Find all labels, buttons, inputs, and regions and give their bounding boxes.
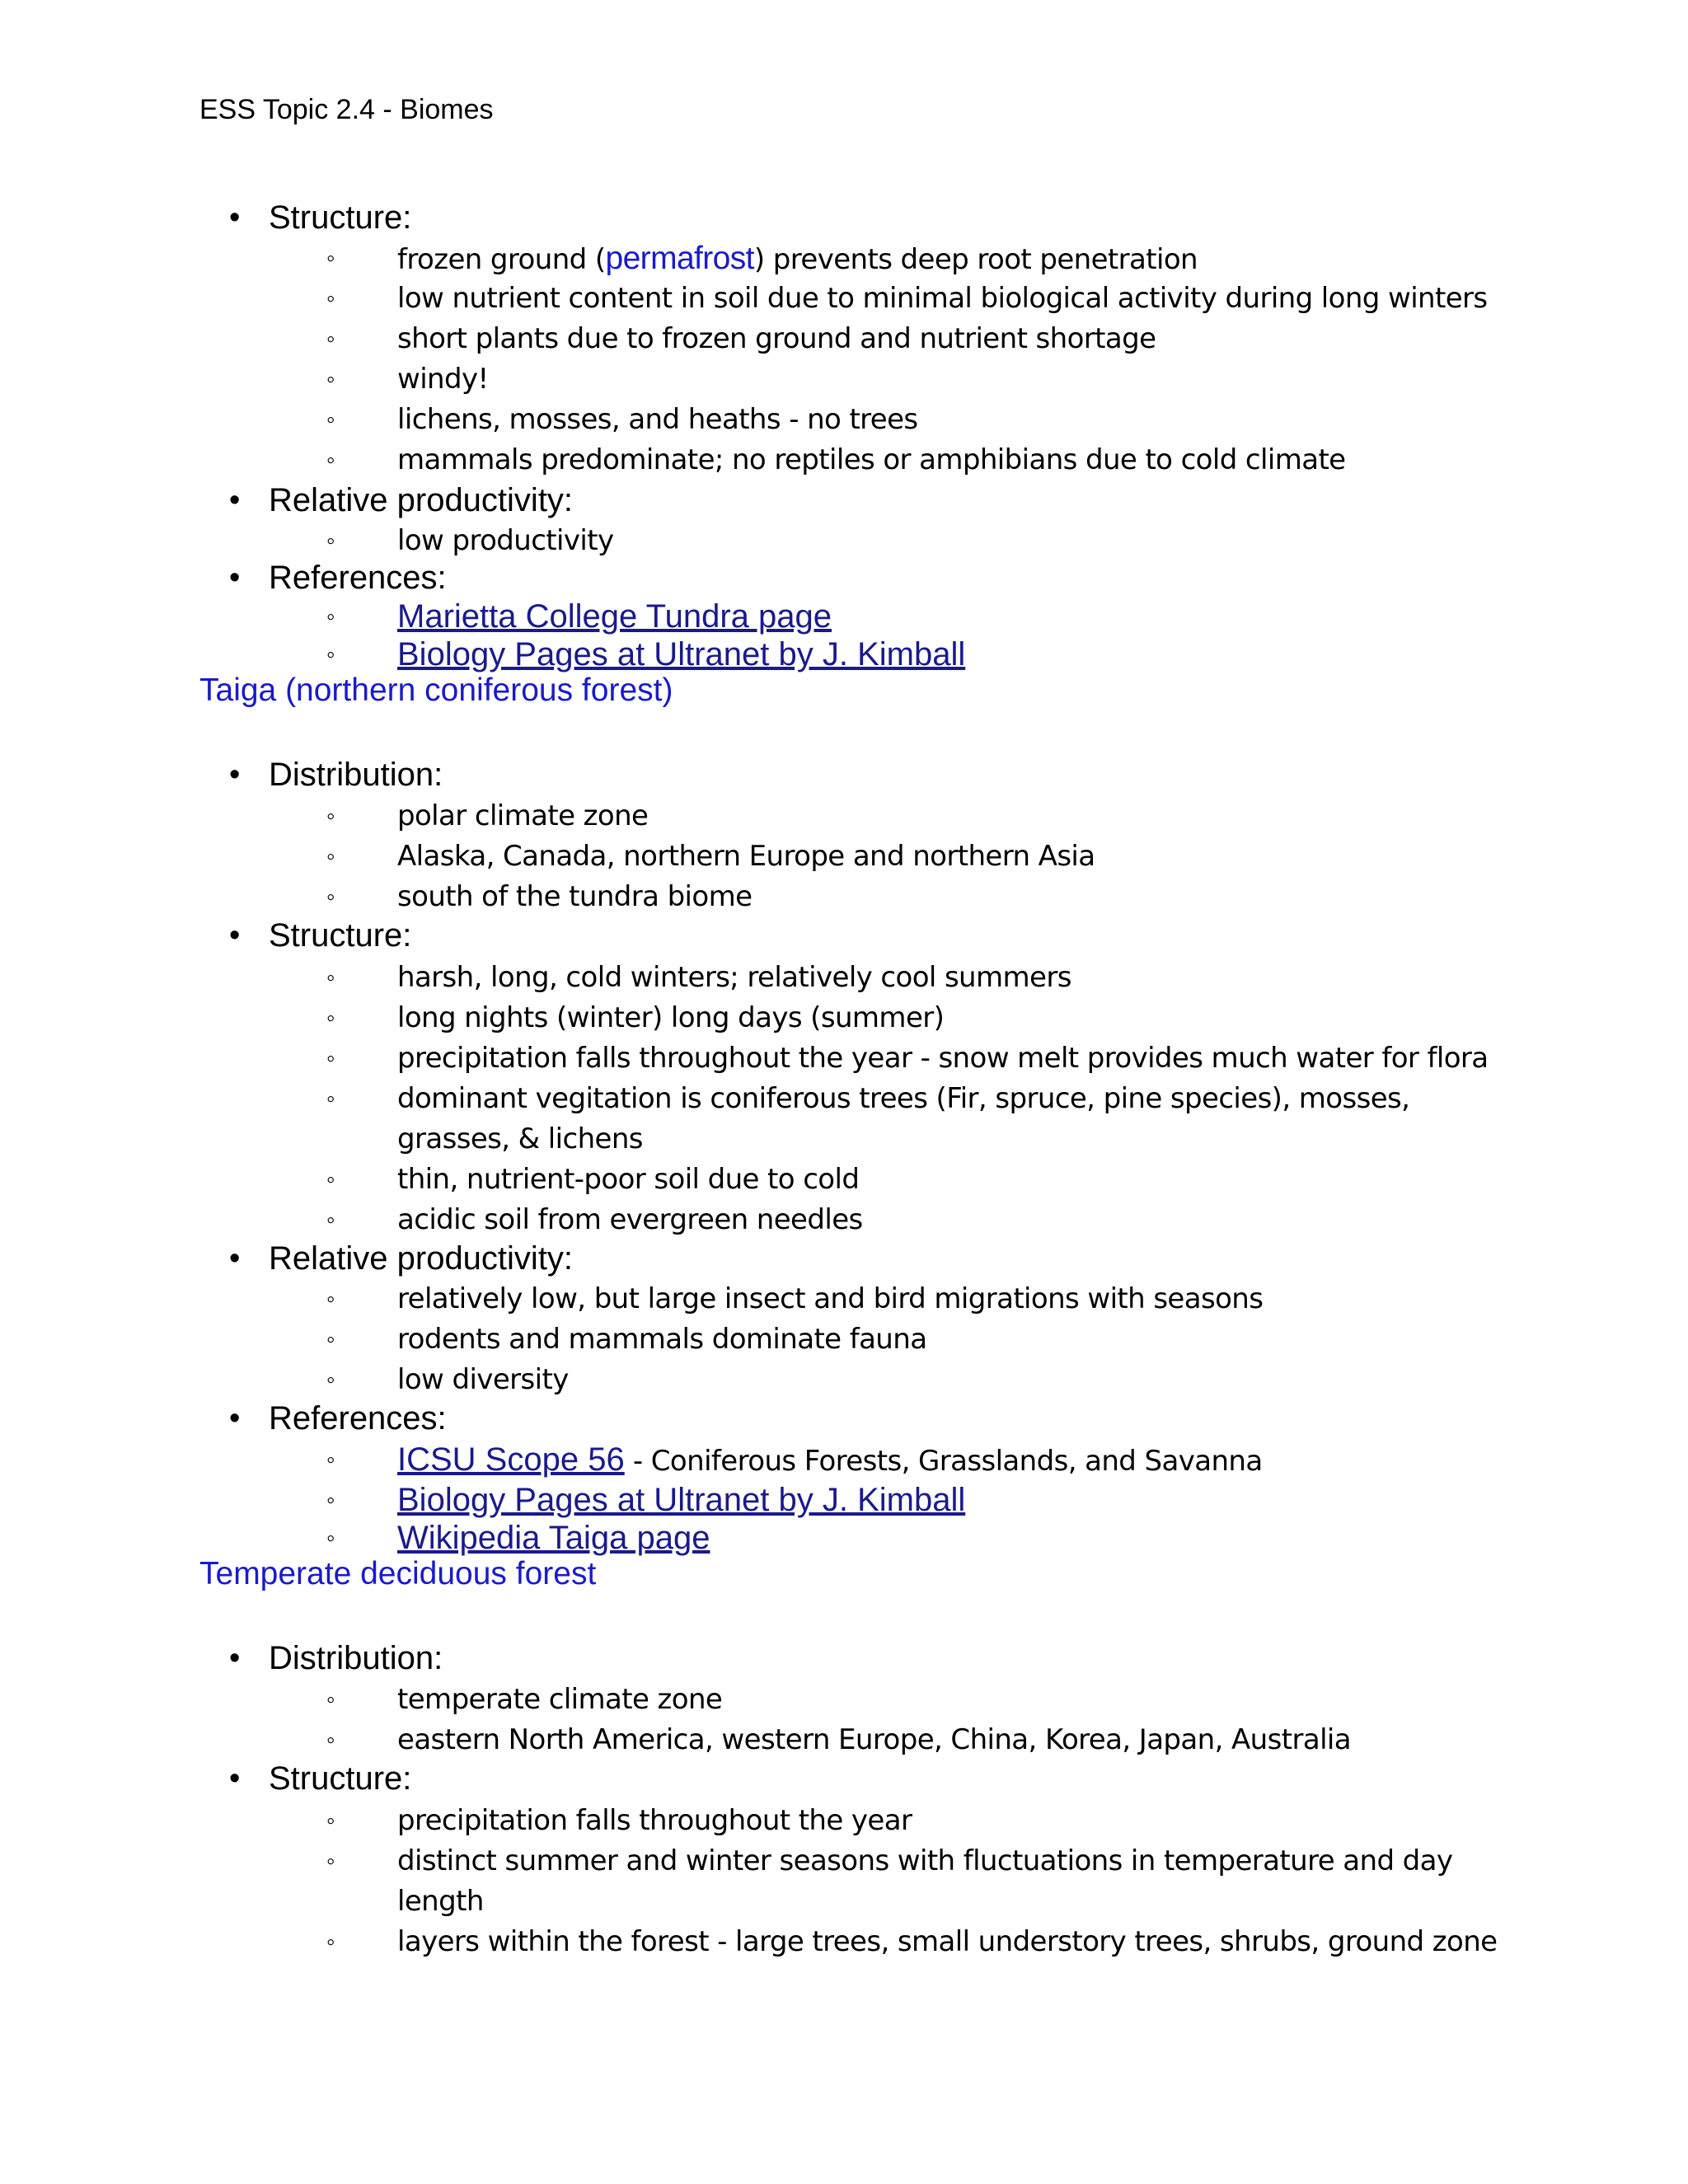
sub-bullet-icon: ◦ (326, 1446, 335, 1474)
tundra-structure-item: frozen ground (permafrost) prevents deep root penetration (397, 241, 1198, 276)
tundra-structure-item: lichens, mosses, and heaths - no trees (397, 403, 918, 436)
sub-bullet-icon: ◦ (326, 527, 335, 555)
sub-bullet-icon: ◦ (326, 843, 335, 870)
bullet-icon: • (229, 1241, 241, 1276)
taiga-heading: Taiga (northern coniferous forest) (199, 673, 673, 708)
bullet-icon: • (229, 1761, 241, 1796)
sub-bullet-icon: ◦ (326, 1929, 335, 1956)
taiga-structure-item-continued: grasses, & lichens (397, 1122, 643, 1155)
temperate-distribution-item: eastern North America, western Europe, China, Korea, Japan, Australia (397, 1723, 1352, 1756)
page-header: ESS Topic 2.4 - Biomes (199, 94, 494, 125)
kimball-biology-link[interactable]: Biology Pages at Ultranet by J. Kimball (397, 636, 966, 673)
temperate-structure-label: Structure: (269, 1760, 412, 1797)
taiga-productivity-label: Relative productivity: (269, 1240, 574, 1277)
taiga-distribution-label: Distribution: (269, 757, 443, 793)
bullet-icon: • (229, 200, 241, 235)
taiga-distribution-item: Alaska, Canada, northern Europe and northern Asia (397, 840, 1095, 873)
sub-bullet-icon: ◦ (326, 1807, 335, 1835)
sub-bullet-icon: ◦ (326, 803, 335, 830)
sub-bullet-icon: ◦ (326, 964, 335, 991)
wikipedia-taiga-link[interactable]: Wikipedia Taiga page (397, 1520, 710, 1556)
temperate-heading: Temperate deciduous forest (199, 1556, 597, 1591)
taiga-reference-item: ICSU Scope 56 - Coniferous Forests, Grasslands, and Savanna (397, 1441, 1263, 1478)
taiga-productivity-item: relatively low, but large insect and bird migrations with seasons (397, 1282, 1264, 1315)
bullet-icon: • (229, 1401, 241, 1436)
tundra-productivity-label: Relative productivity: (269, 482, 574, 518)
taiga-structure-item: harsh, long, cold winters; relatively cool summers (397, 961, 1071, 994)
taiga-productivity-item: low diversity (397, 1363, 569, 1396)
sub-bullet-icon: ◦ (326, 366, 335, 393)
sub-bullet-icon: ◦ (326, 883, 335, 911)
taiga-structure-item: acidic soil from evergreen needles (397, 1203, 863, 1236)
tundra-references-label: References: (269, 560, 447, 596)
taiga-distribution-item: south of the tundra biome (397, 880, 753, 913)
taiga-structure-item: thin, nutrient-poor soil due to cold (397, 1163, 860, 1196)
sub-bullet-icon: ◦ (326, 1085, 335, 1113)
bullet-icon: • (229, 757, 241, 792)
sub-bullet-icon: ◦ (326, 1207, 335, 1234)
sub-bullet-icon: ◦ (326, 1848, 335, 1875)
temperate-structure-item: layers within the forest - large trees, small understory trees, shrubs, ground zone (397, 1925, 1498, 1958)
icsu-scope-link[interactable]: ICSU Scope 56 (397, 1441, 625, 1478)
sub-bullet-icon: ◦ (326, 1166, 335, 1193)
taiga-references-label: References: (269, 1400, 447, 1436)
sub-bullet-icon: ◦ (326, 1045, 335, 1072)
permafrost-term: permafrost (605, 241, 754, 276)
taiga-structure-label: Structure: (269, 917, 412, 954)
bullet-icon: • (229, 560, 241, 595)
temperate-distribution-item: temperate climate zone (397, 1683, 723, 1716)
sub-bullet-icon: ◦ (326, 245, 335, 272)
tundra-structure-item: mammals predominate; no reptiles or amphibians due to cold climate (397, 443, 1346, 476)
tundra-structure-item: short plants due to frozen ground and nutrient shortage (397, 322, 1156, 355)
sub-bullet-icon: ◦ (326, 641, 335, 668)
taiga-structure-item: precipitation falls throughout the year - snow melt provides much water for flora (397, 1042, 1489, 1075)
sub-bullet-icon: ◦ (326, 1005, 335, 1032)
sub-bullet-icon: ◦ (326, 1525, 335, 1552)
sub-bullet-icon: ◦ (326, 1326, 335, 1353)
sub-bullet-icon: ◦ (326, 603, 335, 630)
sub-bullet-icon: ◦ (326, 1366, 335, 1394)
temperate-distribution-label: Distribution: (269, 1640, 443, 1676)
sub-bullet-icon: ◦ (326, 326, 335, 353)
temperate-structure-item-continued: length (397, 1885, 484, 1918)
temperate-structure-item: distinct summer and winter seasons with fluctuations in temperature and day (397, 1844, 1453, 1877)
sub-bullet-icon: ◦ (326, 1487, 335, 1514)
taiga-structure-item: long nights (winter) long days (summer) (397, 1001, 945, 1034)
sub-bullet-icon: ◦ (326, 447, 335, 474)
taiga-productivity-item: rodents and mammals dominate fauna (397, 1323, 927, 1356)
sub-bullet-icon: ◦ (326, 1286, 335, 1313)
marietta-tundra-link[interactable]: Marietta College Tundra page (397, 598, 832, 635)
tundra-structure-item: windy! (397, 363, 489, 396)
kimball-biology-link[interactable]: Biology Pages at Ultranet by J. Kimball (397, 1482, 966, 1518)
tundra-structure-label: Structure: (269, 199, 412, 236)
bullet-icon: • (229, 918, 241, 953)
tundra-structure-item: low nutrient content in soil due to minimal biological activity during long winters (397, 282, 1488, 315)
bullet-icon: • (229, 483, 241, 518)
sub-bullet-icon: ◦ (326, 285, 335, 312)
sub-bullet-icon: ◦ (326, 1727, 335, 1754)
bullet-icon: • (229, 1641, 241, 1675)
temperate-structure-item: precipitation falls throughout the year (397, 1804, 912, 1837)
tundra-productivity-item: low productivity (397, 524, 614, 557)
sub-bullet-icon: ◦ (326, 1686, 335, 1713)
sub-bullet-icon: ◦ (326, 406, 335, 434)
taiga-distribution-item: polar climate zone (397, 799, 649, 832)
taiga-structure-item: dominant vegitation is coniferous trees (Fir, spruce, pine species), mosses, (397, 1082, 1410, 1115)
